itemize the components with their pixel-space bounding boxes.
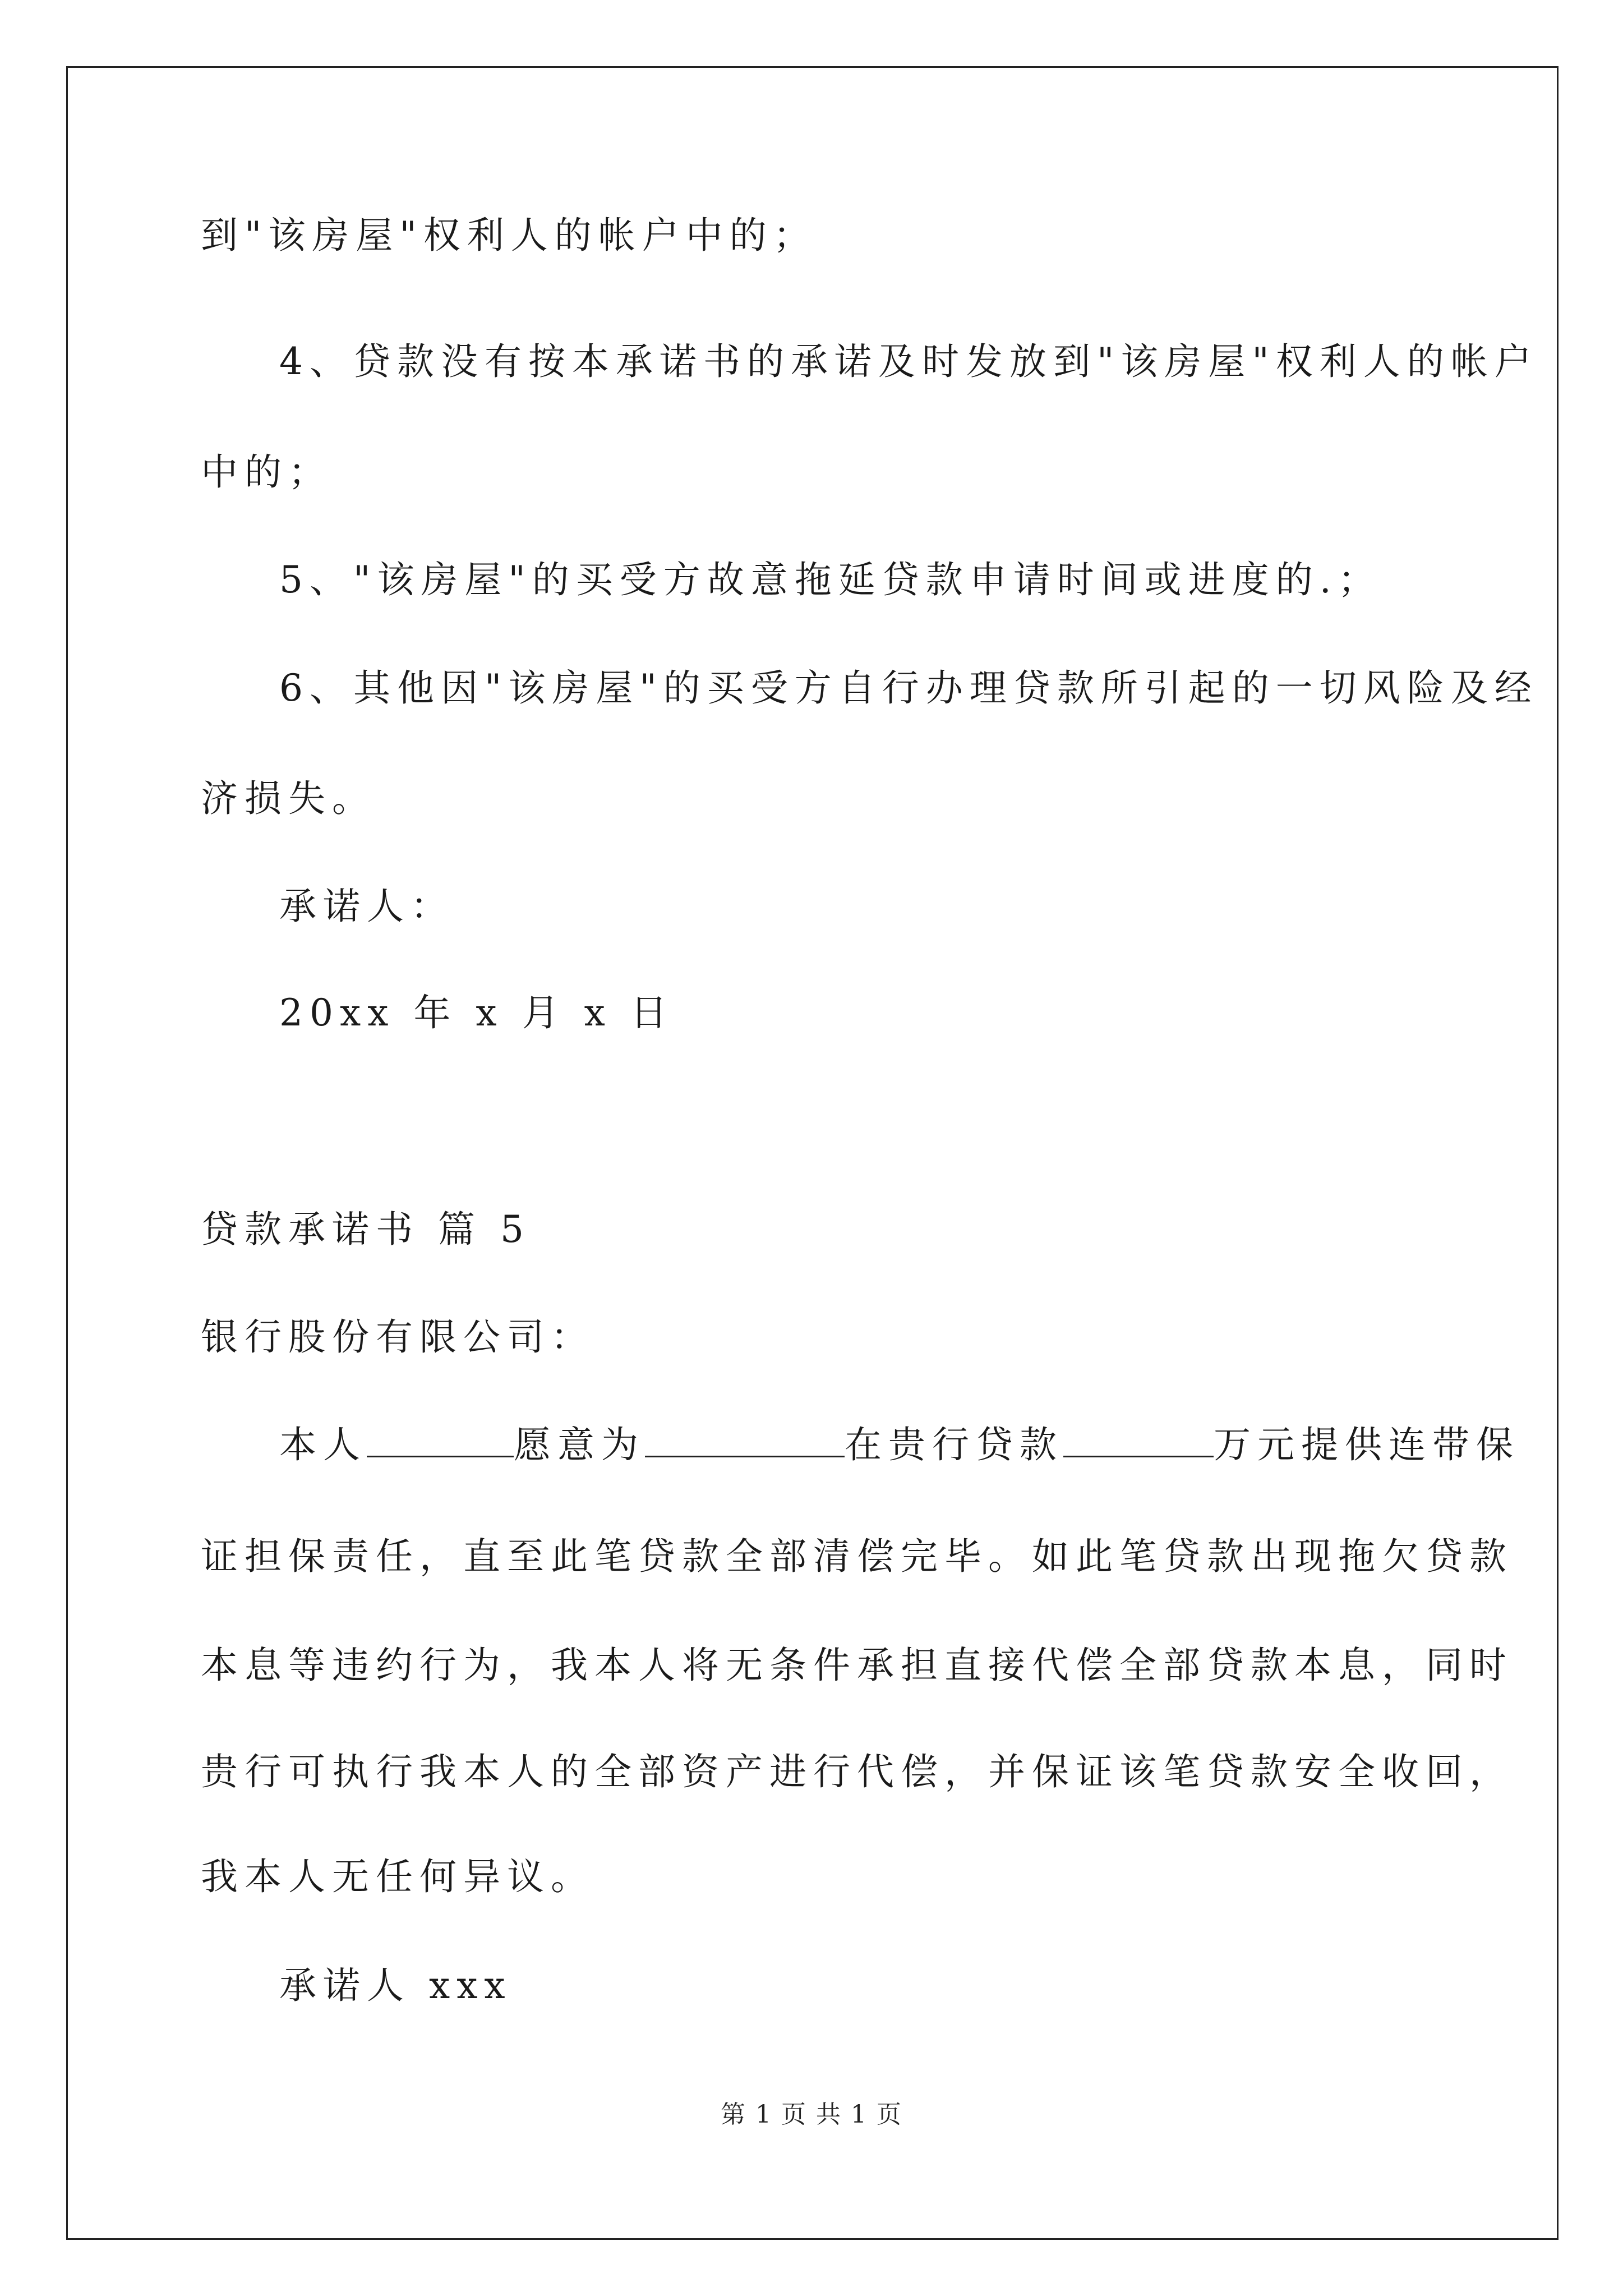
clause-4: 4、贷款没有按本承诺书的承诺及时发放到"该房屋"权利人的帐户: [279, 340, 1538, 383]
section-title: 贷款承诺书 篇 5: [201, 1208, 531, 1251]
text-segment: 愿意为: [514, 1423, 645, 1466]
page-border: [66, 66, 1559, 2240]
text-line: 贵行可执行我本人的全部资产进行代偿，并保证该笔贷款安全收回，: [201, 1750, 1513, 1793]
text-segment: 万元提供连带保: [1214, 1423, 1520, 1466]
page-footer: 第 1 页 共 1 页: [721, 2100, 902, 2129]
text-segment: 在贵行贷款: [845, 1423, 1063, 1466]
text-line: 中的；: [201, 450, 332, 494]
text-line: 济损失。: [201, 777, 376, 820]
clause-5: 5、"该房屋"的买受方故意拖延贷款申请时间或进度的.；: [279, 558, 1382, 601]
text-line: 本息等违约行为，我本人将无条件承担直接代偿全部贷款本息，同时: [201, 1644, 1513, 1687]
text-segment: 本人: [279, 1423, 367, 1466]
clause-6: 6、其他因"该房屋"的买受方自行办理贷款所引起的一切风险及经: [279, 666, 1538, 710]
borrower-blank[interactable]: [645, 1423, 845, 1457]
date-line: 20xx 年 x 月 x 日: [279, 991, 674, 1034]
signature-line: 承诺人 xxx: [279, 1964, 512, 2007]
text-line: 我本人无任何异议。: [201, 1855, 594, 1898]
promisor-label: 承诺人：: [279, 885, 454, 928]
amount-blank[interactable]: [1063, 1423, 1214, 1457]
name-blank[interactable]: [367, 1423, 514, 1457]
text-line: 到"该房屋"权利人的帐户中的；: [201, 214, 817, 257]
guarantee-paragraph-start: [279, 1423, 1520, 1467]
text-line: 证担保责任，直至此笔贷款全部清偿完毕。如此笔贷款出现拖欠贷款: [201, 1535, 1513, 1578]
addressee: 银行股份有限公司：: [201, 1315, 594, 1359]
